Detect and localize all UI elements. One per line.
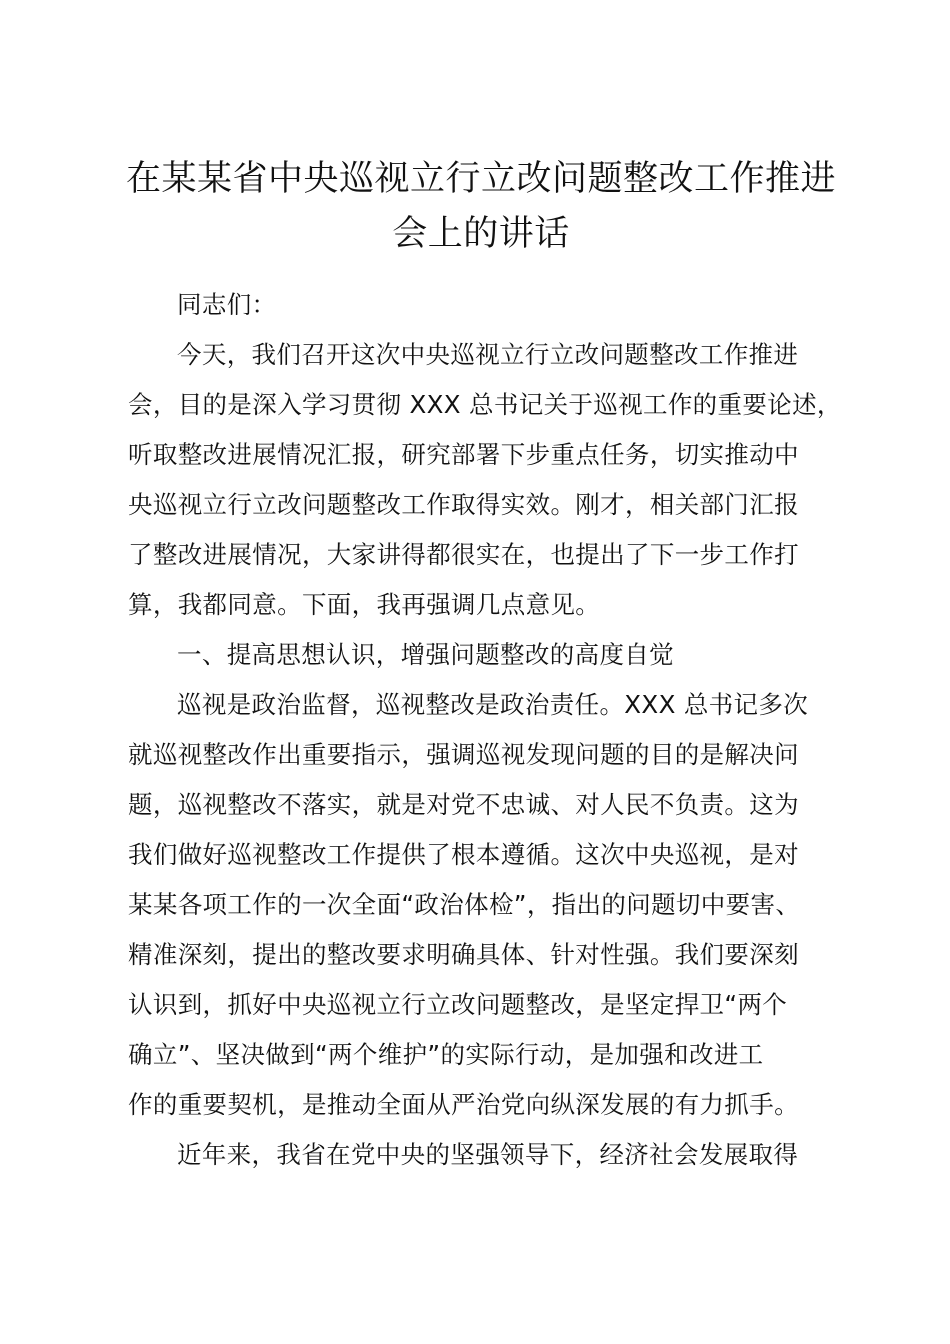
- paragraph-line: 会，目的是深入学习贯彻 XXX 总书记关于巡视工作的重要论述，: [128, 390, 842, 419]
- paragraph-line: 我们做好巡视整改工作提供了根本遵循。这次中央巡视，是对: [128, 840, 799, 869]
- section-heading: 一、提高思想认识，增强问题整改的高度自觉: [177, 640, 674, 669]
- salutation: 同志们：: [177, 290, 277, 319]
- paragraph-line: 巡视是政治监督，巡视整改是政治责任。XXX 总书记多次: [177, 690, 809, 719]
- paragraph-line: 近年来，我省在党中央的坚强领导下，经济社会发展取得: [177, 1140, 799, 1169]
- paragraph-line: 某某各项工作的一次全面“政治体检”，指出的问题切中要害、: [128, 890, 801, 919]
- paragraph-line: 央巡视立行立改问题整改工作取得实效。刚才，相关部门汇报: [128, 490, 799, 519]
- paragraph-line: 确立”、坚决做到“两个维护”的实际行动，是加强和改进工: [128, 1040, 764, 1069]
- document-title: 在某某省中央巡视立行立改问题整改工作推进会上的讲话: [125, 159, 836, 254]
- paragraph-line: 认识到，抓好中央巡视立行立改问题整改，是坚定捍卫“两个: [128, 990, 788, 1019]
- paragraph-line: 算，我都同意。下面，我再强调几点意见。: [128, 590, 601, 619]
- paragraph-line: 听取整改进展情况汇报，研究部署下步重点任务，切实推动中: [128, 440, 799, 469]
- paragraph-line: 精准深刻，提出的整改要求明确具体、针对性强。我们要深刻: [128, 940, 799, 969]
- paragraph-line: 今天，我们召开这次中央巡视立行立改问题整改工作推进: [177, 340, 799, 369]
- paragraph-line: 作的重要契机，是推动全面从严治党向纵深发展的有力抓手。: [128, 1090, 799, 1119]
- paragraph-line: 题，巡视整改不落实，就是对党不忠诚、对人民不负责。这为: [128, 790, 799, 819]
- paragraph-line: 就巡视整改作出重要指示，强调巡视发现问题的目的是解决问: [128, 740, 799, 769]
- paragraph-line: 了整改进展情况，大家讲得都很实在，也提出了下一步工作打: [128, 540, 799, 569]
